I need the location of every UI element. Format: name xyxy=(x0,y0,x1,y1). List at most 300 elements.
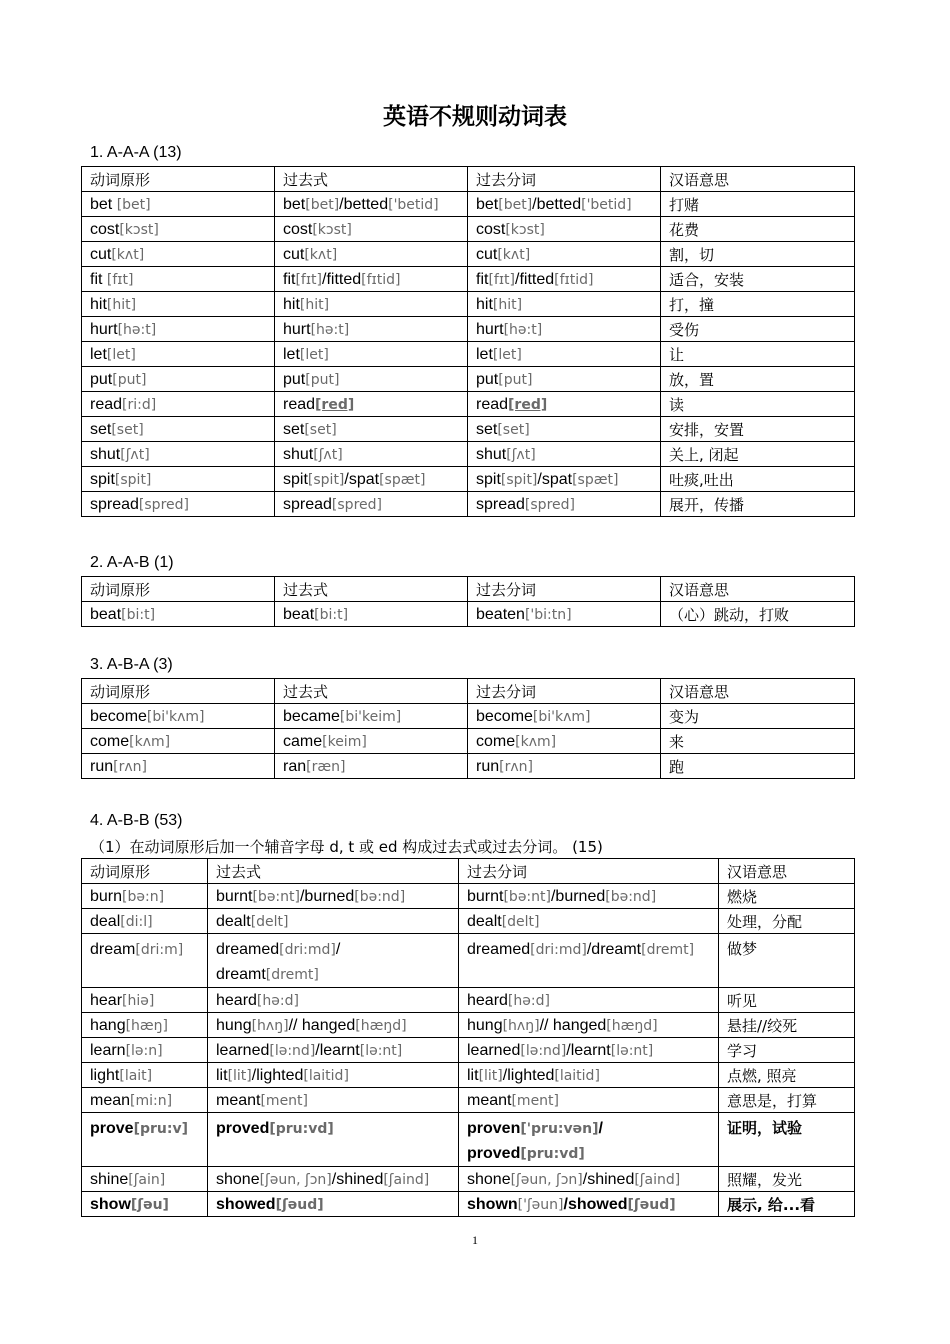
verb-text: /lighted xyxy=(251,1066,304,1084)
verb-text: spread xyxy=(283,495,332,513)
verb-text: shown xyxy=(467,1195,518,1213)
past-tense-cell xyxy=(275,704,468,729)
phonetic-text: [ʃəun, ʃɔn] xyxy=(510,1171,583,1188)
verb-text: /learnt xyxy=(315,1041,360,1059)
verb-text: learn xyxy=(90,1041,126,1059)
base-form-cell xyxy=(82,754,275,779)
phonetic-text: [rʌn] xyxy=(113,758,147,775)
column-header: 动词原形 xyxy=(82,167,275,192)
verb-text: /fitted xyxy=(515,270,555,288)
verb-text: beaten xyxy=(476,605,525,623)
verb-text: /dreamt xyxy=(586,941,642,958)
table-row xyxy=(82,492,855,517)
table-row xyxy=(82,317,855,342)
past-participle-cell xyxy=(468,292,661,317)
table-row xyxy=(82,602,855,627)
meaning-cell: 读 xyxy=(661,392,855,417)
phonetic-text: [dremt] xyxy=(265,967,319,983)
meaning-cell: 割，切 xyxy=(661,242,855,267)
base-form-cell xyxy=(82,392,275,417)
meaning-cell: 打，撞 xyxy=(661,292,855,317)
base-form-cell xyxy=(82,217,275,242)
phonetic-text: [lə:n] xyxy=(125,1042,163,1059)
meaning-cell: 关上, 闭起 xyxy=(661,442,855,467)
verb-text: put xyxy=(283,370,306,388)
verb-text: heard xyxy=(216,991,257,1009)
phonetic-text: [spred] xyxy=(524,496,575,513)
verb-text: meant xyxy=(216,1091,261,1109)
verb-text: spit xyxy=(476,470,501,488)
base-form-cell xyxy=(82,467,275,492)
phonetic-text: [dri:md] xyxy=(530,942,587,958)
phonetic-text: [put] xyxy=(498,371,533,388)
verb-text: // hanged xyxy=(288,1016,356,1034)
verb-text: dreamed xyxy=(216,941,280,958)
verb-text: show xyxy=(90,1195,131,1213)
verb-text: shine xyxy=(90,1170,129,1188)
verb-text: put xyxy=(476,370,499,388)
verb-text: let xyxy=(476,345,493,363)
phonetic-text: [ment] xyxy=(260,1092,309,1109)
table-row xyxy=(82,242,855,267)
phonetic-text: [bə:nd] xyxy=(605,888,657,905)
table-row xyxy=(82,367,855,392)
base-form-cell xyxy=(82,1063,208,1088)
phonetic-text: [bə:nt] xyxy=(503,888,551,905)
phonetic-text: [hə:t] xyxy=(503,321,543,338)
column-header: 动词原形 xyxy=(82,577,275,602)
verb-text: prove xyxy=(90,1120,134,1137)
verb-text: proved xyxy=(216,1120,270,1137)
verb-text: burn xyxy=(90,887,123,905)
table-row xyxy=(82,1192,855,1217)
verb-text: set xyxy=(90,420,112,438)
phonetic-text: [lə:nd] xyxy=(520,1042,567,1059)
verb-text: hear xyxy=(90,991,123,1009)
past-tense-cell xyxy=(275,417,468,442)
past-tense-cell xyxy=(208,934,459,988)
page-number: 1 xyxy=(472,1233,478,1247)
verb-text: hurt xyxy=(283,320,311,338)
verb-text: read xyxy=(283,395,316,413)
verb-text: /shined xyxy=(331,1170,384,1188)
phonetic-text: [lə:nt] xyxy=(359,1042,403,1059)
phonetic-text: [ʃaind] xyxy=(383,1171,430,1188)
phonetic-text: [set] xyxy=(111,421,144,438)
phonetic-text: [kʌm] xyxy=(515,733,557,750)
past-tense-cell xyxy=(208,1013,459,1038)
past-tense-cell xyxy=(208,988,459,1013)
past-tense-cell xyxy=(208,1038,459,1063)
verb-text: hurt xyxy=(90,320,118,338)
past-tense-cell xyxy=(208,909,459,934)
past-tense-cell xyxy=(275,729,468,754)
phonetic-text: [bə:nt] xyxy=(252,888,300,905)
meaning-cell: 放，置 xyxy=(661,367,855,392)
phonetic-text: [ʃʌt] xyxy=(506,446,536,463)
phonetic-text: [fɪtid] xyxy=(361,271,401,288)
past-participle-cell xyxy=(468,704,661,729)
column-header: 汉语意思 xyxy=(661,167,855,192)
phonetic-text: [let] xyxy=(106,346,136,363)
past-participle-cell xyxy=(468,242,661,267)
verb-text: spread xyxy=(476,495,525,513)
verb-text: spit xyxy=(90,470,115,488)
table-row xyxy=(82,1088,855,1113)
verb-text: /showed xyxy=(563,1195,628,1213)
verb-text: beat xyxy=(90,605,122,623)
phonetic-text: [ʃaind] xyxy=(634,1171,681,1188)
base-form-cell xyxy=(82,417,275,442)
verb-text: put xyxy=(90,370,113,388)
base-form-cell xyxy=(82,1088,208,1113)
phonetic-text: [spred] xyxy=(331,496,382,513)
phonetic-text: [red] xyxy=(508,396,548,413)
past-participle-cell xyxy=(468,442,661,467)
phonetic-text: [ʃəun, ʃɔn] xyxy=(259,1171,332,1188)
past-participle-cell xyxy=(459,1113,719,1167)
base-form-cell xyxy=(82,1038,208,1063)
table-row xyxy=(82,342,855,367)
phonetic-text: [kɔst] xyxy=(119,221,159,238)
phonetic-text: [ʃəud] xyxy=(627,1196,676,1213)
phonetic-text: [bə:n] xyxy=(122,888,165,905)
verb-text: cost xyxy=(283,220,313,238)
past-tense-cell xyxy=(275,602,468,627)
past-participle-cell xyxy=(468,392,661,417)
phonetic-text: [hə:t] xyxy=(117,321,157,338)
phonetic-text: [lit] xyxy=(478,1067,503,1084)
verb-text: hung xyxy=(467,1016,503,1034)
verb-text: /spat xyxy=(537,470,573,488)
verb-text: /fitted xyxy=(322,270,362,288)
table-row xyxy=(82,1063,855,1088)
column-header: 过去式 xyxy=(208,859,459,884)
phonetic-text: ['betid] xyxy=(581,196,632,213)
past-participle-cell xyxy=(459,1192,719,1217)
verb-text: /spat xyxy=(344,470,380,488)
phonetic-text: [kɔst] xyxy=(505,221,545,238)
phonetic-text: [bi'keim] xyxy=(339,708,402,725)
phonetic-text: [ment] xyxy=(511,1092,560,1109)
phonetic-text: [set] xyxy=(304,421,337,438)
meaning-cell: （心）跳动，打败 xyxy=(661,602,855,627)
past-participle-cell xyxy=(468,342,661,367)
base-form-cell xyxy=(82,367,275,392)
meaning-cell: 展示, 给...看 xyxy=(719,1192,855,1217)
phonetic-text: [let] xyxy=(492,346,522,363)
phonetic-text: [ʃəu] xyxy=(130,1196,169,1213)
phonetic-text: [keim] xyxy=(322,733,367,750)
table-row xyxy=(82,1038,855,1063)
meaning-cell: 让 xyxy=(661,342,855,367)
phonetic-text: [hə:d] xyxy=(507,992,550,1009)
table-row xyxy=(82,217,855,242)
phonetic-text: [hə:t] xyxy=(310,321,350,338)
verb-text: dealt xyxy=(216,912,251,930)
phonetic-text: [bi:t] xyxy=(314,606,349,623)
past-tense-cell xyxy=(275,267,468,292)
phonetic-text: [lə:nd] xyxy=(269,1042,316,1059)
past-tense-cell xyxy=(275,442,468,467)
verb-text: become xyxy=(90,707,147,725)
phonetic-text: [delt] xyxy=(250,913,289,930)
verb-table-aaa xyxy=(81,166,855,517)
verb-text: /learnt xyxy=(566,1041,611,1059)
column-header: 过去分词 xyxy=(468,577,661,602)
verb-text: set xyxy=(283,420,305,438)
verb-text: cut xyxy=(283,245,305,263)
meaning-cell: 听见 xyxy=(719,988,855,1013)
phonetic-text: [spit] xyxy=(500,471,538,488)
phonetic-text: [rʌn] xyxy=(499,758,533,775)
meaning-cell: 安排，安置 xyxy=(661,417,855,442)
verb-text: learned xyxy=(467,1041,521,1059)
meaning-cell: 学习 xyxy=(719,1038,855,1063)
phonetic-text: [laitid] xyxy=(554,1067,600,1084)
table-row xyxy=(82,417,855,442)
meaning-cell: 燃烧 xyxy=(719,884,855,909)
meaning-cell: 受伤 xyxy=(661,317,855,342)
verb-text: hurt xyxy=(476,320,504,338)
verb-text: proven xyxy=(467,1120,521,1137)
column-header: 动词原形 xyxy=(82,859,208,884)
table-row xyxy=(82,988,855,1013)
phonetic-text: [set] xyxy=(497,421,530,438)
header-row xyxy=(82,859,855,884)
table-row xyxy=(82,392,855,417)
phonetic-text: [hæŋ] xyxy=(125,1017,169,1034)
table-row xyxy=(82,267,855,292)
past-tense-cell xyxy=(275,492,468,517)
meaning-cell: 证明，试验 xyxy=(719,1113,855,1167)
past-participle-cell xyxy=(468,192,661,217)
verb-text: let xyxy=(90,345,107,363)
past-tense-cell xyxy=(275,317,468,342)
phonetic-text: [lait] xyxy=(119,1067,153,1084)
table-row xyxy=(82,884,855,909)
column-header: 过去式 xyxy=(275,577,468,602)
verb-text: let xyxy=(283,345,300,363)
verb-text: run xyxy=(90,757,114,775)
phonetic-text: [ri:d] xyxy=(122,396,157,413)
phonetic-text: [bə:nd] xyxy=(354,888,406,905)
table-row xyxy=(82,754,855,779)
phonetic-text: [laitid] xyxy=(303,1067,349,1084)
phonetic-text: [put] xyxy=(305,371,340,388)
verb-table-aab xyxy=(81,576,855,627)
past-participle-cell xyxy=(468,729,661,754)
phonetic-text: [pru:vd] xyxy=(520,1146,585,1162)
meaning-cell: 照耀，发光 xyxy=(719,1167,855,1192)
phonetic-text: [bi'kʌm] xyxy=(532,708,591,725)
past-tense-cell xyxy=(275,467,468,492)
table-row xyxy=(82,704,855,729)
phonetic-text: ['ʃəun] xyxy=(517,1196,564,1213)
base-form-cell xyxy=(82,1013,208,1038)
phonetic-text: [dri:md] xyxy=(279,942,336,958)
phonetic-text: [lə:nt] xyxy=(610,1042,654,1059)
past-tense-cell xyxy=(275,367,468,392)
past-participle-cell xyxy=(468,267,661,292)
phonetic-text: [hit] xyxy=(106,296,137,313)
phonetic-text: [pru:v] xyxy=(133,1121,188,1137)
column-header: 汉语意思 xyxy=(719,859,855,884)
past-participle-cell xyxy=(468,467,661,492)
verb-text: beat xyxy=(283,605,315,623)
section-heading-aba: 3. A-B-A (3) xyxy=(90,656,173,673)
base-form-cell xyxy=(82,242,275,267)
verb-text: /shined xyxy=(582,1170,635,1188)
page-title: 英语不规则动词表 xyxy=(383,104,567,130)
phonetic-text: [bet] xyxy=(498,196,533,213)
phonetic-text: [kʌt] xyxy=(497,246,531,263)
column-header: 过去分词 xyxy=(468,167,661,192)
verb-text: meant xyxy=(467,1091,512,1109)
past-tense-cell xyxy=(208,1167,459,1192)
phonetic-text: [ræn] xyxy=(306,758,346,775)
base-form-cell xyxy=(82,934,208,988)
phonetic-text: ['pru:vən] xyxy=(520,1121,599,1137)
phonetic-text: [kʌt] xyxy=(304,246,338,263)
verb-text: fit xyxy=(90,270,103,288)
verb-text: bet xyxy=(90,195,113,213)
meaning-cell: 做梦 xyxy=(719,934,855,988)
verb-text: shone xyxy=(467,1170,511,1188)
base-form-cell xyxy=(82,602,275,627)
verb-text: /burned xyxy=(550,887,606,905)
phonetic-text: [dri:m] xyxy=(135,942,184,958)
verb-text: showed xyxy=(216,1195,276,1213)
phonetic-text: [ʃʌt] xyxy=(313,446,343,463)
phonetic-text: [spit] xyxy=(307,471,345,488)
past-tense-cell xyxy=(275,754,468,779)
past-participle-cell xyxy=(468,602,661,627)
verb-text: set xyxy=(476,420,498,438)
verb-text: dreamt xyxy=(216,966,266,983)
verb-text: cost xyxy=(476,220,506,238)
meaning-cell: 处理，分配 xyxy=(719,909,855,934)
past-participle-cell xyxy=(459,1063,719,1088)
meaning-cell: 适合，安装 xyxy=(661,267,855,292)
base-form-cell xyxy=(82,704,275,729)
base-form-cell xyxy=(82,1167,208,1192)
verb-text: hit xyxy=(476,295,493,313)
base-form-cell xyxy=(82,729,275,754)
base-form-cell xyxy=(82,192,275,217)
phonetic-text: [hiə] xyxy=(122,992,155,1009)
phonetic-text: [kɔst] xyxy=(312,221,352,238)
phonetic-text: [hʌŋ] xyxy=(251,1017,289,1034)
phonetic-text: [di:l] xyxy=(120,913,153,930)
column-header: 过去式 xyxy=(275,167,468,192)
phonetic-text: [kʌm] xyxy=(129,733,171,750)
past-participle-cell xyxy=(468,417,661,442)
verb-text: cost xyxy=(90,220,120,238)
verb-text: shut xyxy=(476,445,507,463)
phonetic-text: [spæt] xyxy=(379,471,426,488)
verb-text: hit xyxy=(283,295,300,313)
phonetic-text: [hə:d] xyxy=(256,992,299,1009)
verb-text: spit xyxy=(283,470,308,488)
verb-text: cut xyxy=(90,245,112,263)
phonetic-text: [kʌt] xyxy=(111,246,145,263)
phonetic-text: [hit] xyxy=(492,296,523,313)
phonetic-text: [fɪt] xyxy=(488,271,515,288)
verb-text: read xyxy=(90,395,123,413)
base-form-cell xyxy=(82,988,208,1013)
phonetic-text: [bet] xyxy=(112,196,151,213)
section-note: （1）在动词原形后加一个辅音字母 d, t 或 ed 构成过去式或过去分词。 (15) xyxy=(90,838,603,856)
verb-text: / xyxy=(598,1120,603,1137)
verb-text: bet xyxy=(476,195,499,213)
phonetic-text: [spred] xyxy=(138,496,189,513)
verb-text: light xyxy=(90,1066,120,1084)
table-row xyxy=(82,934,855,988)
past-participle-cell xyxy=(459,1013,719,1038)
phonetic-text: [ʃain] xyxy=(128,1171,166,1188)
past-tense-cell xyxy=(275,217,468,242)
verb-text: // hanged xyxy=(539,1016,607,1034)
verb-text: came xyxy=(283,732,323,750)
past-participle-cell xyxy=(459,909,719,934)
past-tense-cell xyxy=(208,1088,459,1113)
table-row xyxy=(82,729,855,754)
phonetic-text: [spæt] xyxy=(572,471,619,488)
phonetic-text: [hæŋd] xyxy=(355,1017,407,1034)
meaning-cell: 点燃, 照亮 xyxy=(719,1063,855,1088)
past-tense-cell xyxy=(275,192,468,217)
past-tense-cell xyxy=(208,1192,459,1217)
base-form-cell xyxy=(82,317,275,342)
past-tense-cell xyxy=(275,242,468,267)
past-tense-cell xyxy=(208,1113,459,1167)
verb-text: hit xyxy=(90,295,107,313)
verb-text: burnt xyxy=(467,887,504,905)
past-tense-cell xyxy=(275,292,468,317)
phonetic-text: [hæŋd] xyxy=(606,1017,658,1034)
verb-text: spread xyxy=(90,495,139,513)
phonetic-text: [hʌŋ] xyxy=(502,1017,540,1034)
header-row xyxy=(82,679,855,704)
verb-text: hung xyxy=(216,1016,252,1034)
table-row xyxy=(82,292,855,317)
past-participle-cell xyxy=(468,492,661,517)
verb-text: shut xyxy=(90,445,121,463)
phonetic-text: [spit] xyxy=(114,471,152,488)
table-row xyxy=(82,1113,855,1167)
phonetic-text: [let] xyxy=(299,346,329,363)
meaning-cell: 花费 xyxy=(661,217,855,242)
verb-text: burnt xyxy=(216,887,253,905)
phonetic-text: [bi'kʌm] xyxy=(146,708,205,725)
verb-text: / xyxy=(335,941,341,958)
verb-text: fit xyxy=(476,270,489,288)
meaning-cell: 来 xyxy=(661,729,855,754)
base-form-cell xyxy=(82,909,208,934)
verb-text: bet xyxy=(283,195,306,213)
phonetic-text: [put] xyxy=(112,371,147,388)
verb-text: shone xyxy=(216,1170,260,1188)
verb-text: mean xyxy=(90,1091,131,1109)
verb-table-aba xyxy=(81,678,855,779)
phonetic-text: [delt] xyxy=(501,913,540,930)
column-header: 过去分词 xyxy=(459,859,719,884)
verb-text: /betted xyxy=(339,195,389,213)
verb-text: deal xyxy=(90,912,121,930)
table-row xyxy=(82,1013,855,1038)
past-participle-cell xyxy=(468,217,661,242)
